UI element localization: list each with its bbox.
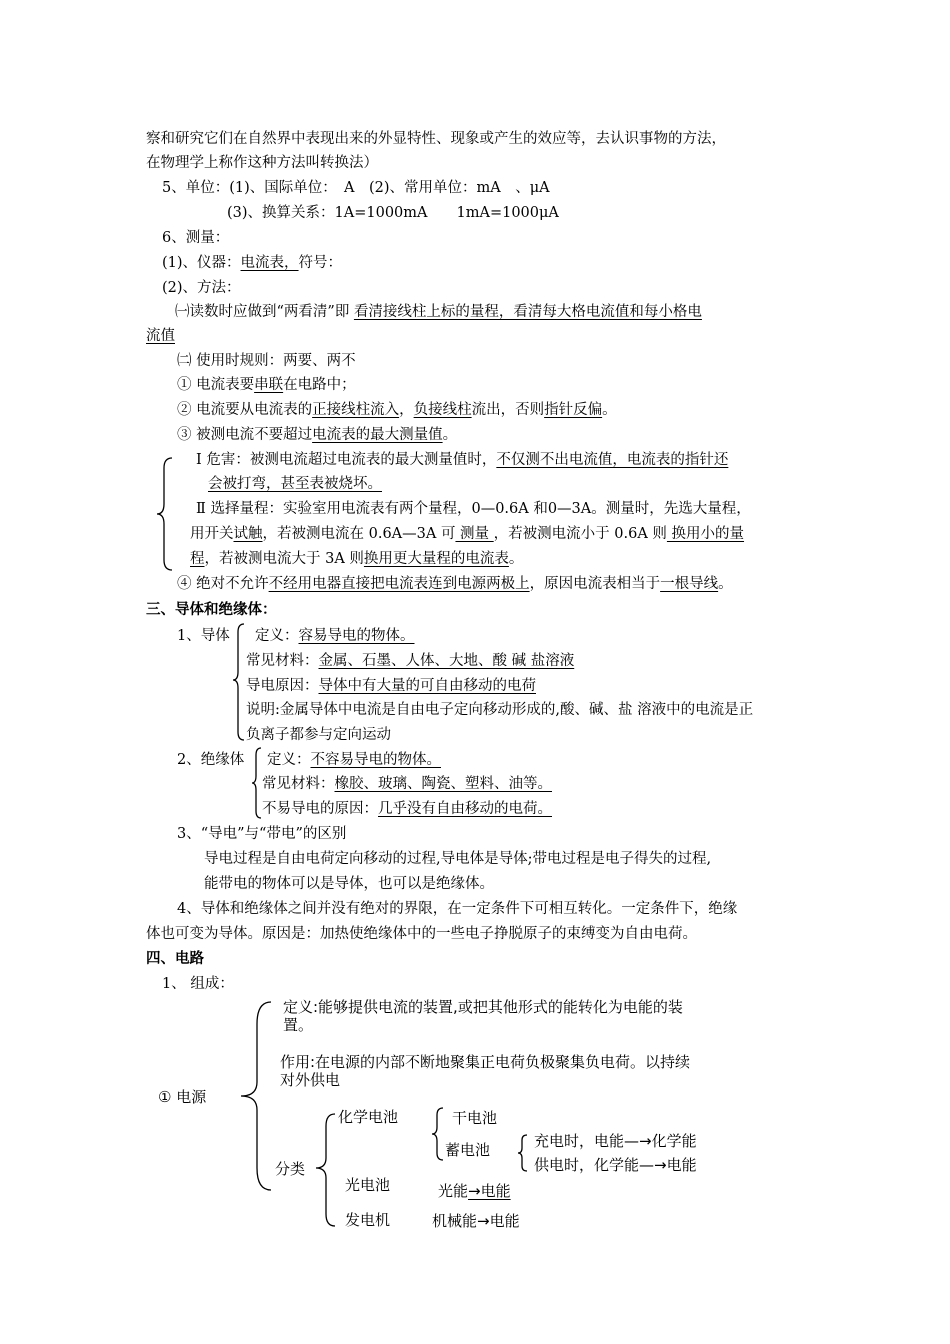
function-line-2: 对外供电 [280,1071,341,1089]
range-2-mid-2: ，若被测电流小于 0.6A 则 [493,526,667,542]
conductor-materials-value: 金属、石墨、人体、大地、酸 碱 盐溶液 [318,653,575,669]
hazard-underlined-1: 不仅测不出电流值，电流表的指针还 [496,452,729,468]
supplying-conversion: 供电时，化学能—→电能 [534,1156,697,1174]
diff-line-1: 导电过程是自由电荷定向移动的过程,导电体是导体;带电过程是电子得失的过程, [204,851,712,867]
read-rule-underlined-2: 流值 [146,328,175,344]
read-rule-line-1 [175,302,702,322]
photo-conversion-text: 光能 [438,1182,469,1200]
generator: 发电机 [345,1211,391,1229]
chemical-battery: 化学电池 [338,1108,399,1126]
rule-2 [177,400,617,420]
rule-1-text: ① 电流表要 [177,377,255,393]
intro-line-1: 察和研究它们在自然界中表现出来的外显特性、现象或产生的效应等，去认识事物的方法， [146,131,726,147]
insulator-definition-value: 不容易导电的物体。 [310,752,441,768]
rule-2-underlined-3: 指针反偏 [544,402,603,418]
insulator-definition-label: 定义： [267,752,311,768]
rule-3-underlined: 电流表的最大测量值 [312,427,443,443]
rule-2-comma: ， [399,402,414,418]
read-rule-prefix: ㈠读数时应做到“两看清”即 [175,304,354,320]
insulator-definition [267,750,441,770]
conductor-materials-label: 常见材料： [246,653,319,669]
range-line-2 [190,524,744,544]
conductor-note-2: 负离子都参与定向运动 [246,727,391,743]
range-2-underlined-3: 换用小的量 [666,526,745,542]
rule-3-end: 。 [442,427,458,443]
read-rule-underlined-1: 看清接线柱上标的量程，看清每大格电流值和每小格电 [353,304,702,320]
classify-label: 分类 [275,1160,306,1178]
rule-4-underlined-1: 不经用电器直接把电流表连到电源两极上 [268,576,530,592]
paragraph-4-line-2: 体也可变为导体。原因是：加热使绝缘体中的一些电子挣脱原子的束缚变为自由电荷。 [146,926,697,942]
insulator-cause [262,799,552,819]
paragraph-4-line-1: 4、导体和绝缘体之间并没有绝对的界限，在一定条件下可相互转化。一定条件下，绝缘 [177,901,738,917]
conductor-label: 1、导体 [177,628,230,644]
definition-line-1: 定义:能够提供电流的装置,或把其他形式的能转化为电能的装 [283,998,683,1016]
intro-line-2: 在物理学上称作这种方法叫转换法） [146,155,378,171]
rule-3-text: ③ 被测电流不要超过 [177,427,313,443]
photo-cell: 光电池 [345,1176,391,1194]
conductor-brace [232,622,246,742]
instrument-suffix: 符号： [298,255,343,271]
charging-conversion: 充电时，电能—→化学能 [534,1132,697,1150]
insulator-materials [262,774,552,794]
insulator-materials-value: 橡胶、玻璃、陶瓷、塑料、油等。 [334,776,552,792]
photo-conversion [438,1181,511,1201]
rule-4-mid: ，原因电流表相当于 [529,576,661,592]
storage-battery: 蓄电池 [445,1141,491,1159]
range-2-text: 用开关 [190,526,234,542]
rule-4-text: ④ 绝对不允许 [177,576,269,592]
range-line-1: Ⅱ 选择量程：实验室用电流表有两个量程，0—0.6A 和0—3A。测量时，先选大量程， [196,501,751,517]
rule-2-mid: 流出，否则 [471,402,545,418]
unit-line-2: (3)、换算关系：1A=1000mA 1mA=1000μA [227,205,559,221]
function-line-1: 作用:在电源的内部不断地聚集正电荷负极聚集负电荷。以持续 [280,1053,691,1071]
range-line-3 [190,549,523,569]
insulator-cause-label: 不易导电的原因： [262,801,378,817]
rule-2-underlined-1: 正接线柱流入 [312,402,400,418]
hazard-line-1 [196,450,728,470]
conductor-note-1: 说明:金属导体中电流是自由电子定向移动形成的,酸、碱、盐 溶液中的电流是正 [246,702,754,718]
rule-4-underlined-2: 一根导线 [660,576,719,592]
hazard-line-2 [208,474,382,494]
range-2-underlined-2: 测量 [455,526,494,542]
insulator-cause-value: 几乎没有自由移动的电荷。 [378,801,552,817]
chemical-battery-brace [431,1106,445,1162]
insulator-materials-label: 常见材料： [262,776,335,792]
rule-3 [177,425,457,445]
hazard-text: Ⅰ 危害：被测电流超过电流表的最大测量值时， [196,452,497,468]
instrument-value: 电流表， [240,255,299,271]
range-3-text: ，若被测电流大于 3A 则 [204,551,364,567]
rules-title: ㈡ 使用时规则：两要、两不 [177,353,356,369]
measure-heading: 6、测量： [162,230,230,246]
rule-3-brace [155,456,175,572]
power-source-label: ① 电源 [158,1088,207,1106]
conductor-materials [246,651,574,671]
range-2-underlined-1: 试触 [233,526,263,542]
hazard-underlined-2: 会被打弯，甚至表被烧坏。 [208,476,382,492]
read-rule-line-2 [146,326,175,346]
definition-line-2: 置。 [283,1016,314,1034]
section-4-heading: 四、电路 [146,950,204,967]
rule-2-underlined-2: 负接线柱 [413,402,472,418]
rule-1 [177,375,356,395]
compose-label: 1、 组成： [162,976,234,992]
generator-conversion: 机械能→电能 [432,1212,520,1230]
instrument-line [162,253,342,273]
rule-2-end: 。 [602,402,617,418]
conductor-cause-label: 导电原因： [246,678,319,694]
rule-1-underlined: 串联 [254,377,284,393]
range-2-mid: ，若被测电流在 0.6A—3A 可 [262,526,456,542]
instrument-prefix: (1)、仪器： [162,255,241,271]
rule-4-end: 。 [718,576,733,592]
range-3-underlined-1: 程 [190,551,205,567]
method-line: (2)、方法： [162,280,241,296]
conductor-definition [255,626,415,646]
rule-4 [177,574,733,594]
unit-line-1: 5、单位：(1)、国际单位： A (2)、常用单位：mA 、μA [162,180,550,196]
power-source-brace [237,1000,273,1192]
storage-battery-brace [517,1133,529,1173]
rule-1-tail: 在电路中； [283,377,356,393]
diff-title: 3、“导电”与“带电”的区别 [177,826,347,842]
insulator-label: 2、绝缘体 [177,752,245,768]
classify-brace [313,1112,337,1228]
rule-2-text: ② 电流要从电流表的 [177,402,313,418]
conductor-definition-label: 定义： [255,628,299,644]
dry-cell: 干电池 [452,1109,498,1127]
conductor-cause [246,676,536,696]
photo-conversion-underlined: →电能 [468,1182,511,1200]
conductor-cause-value: 导体中有大量的可自由移动的电荷 [318,678,536,694]
range-3-end: 。 [508,551,524,567]
diff-line-2: 能带电的物体可以是导体，也可以是绝缘体。 [204,876,494,892]
section-3-heading: 三、导体和绝缘体： [146,601,277,618]
range-3-underlined-2: 换用更大量程的电流表 [363,551,509,567]
conductor-definition-value: 容易导电的物体。 [298,628,415,644]
